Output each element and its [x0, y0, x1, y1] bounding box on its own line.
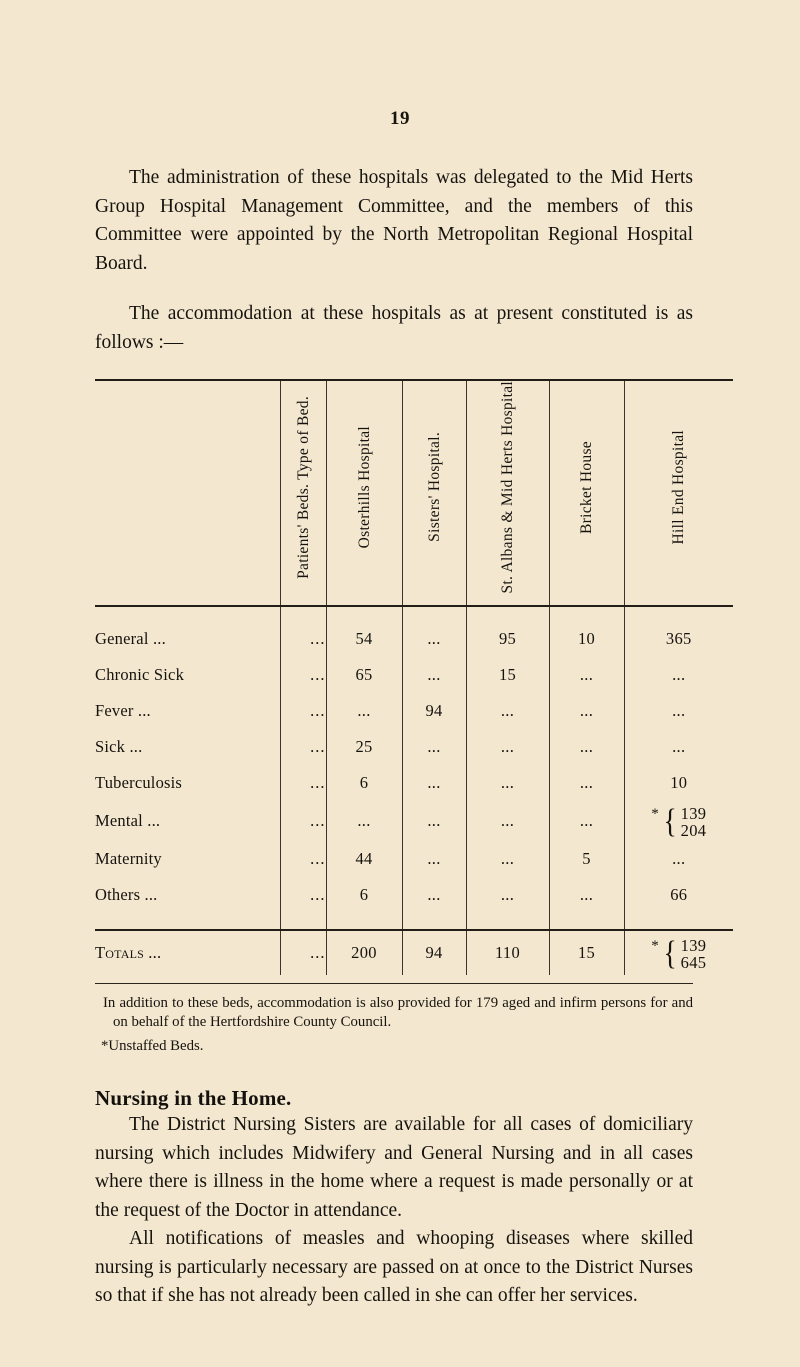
- row-label: General ...: [95, 628, 166, 648]
- cell-sisters: ...: [402, 729, 466, 765]
- column-header-sisters: [402, 380, 466, 602]
- column-header-osterhills-label: Osterhills Hospital: [355, 426, 373, 549]
- spacer-cell: [549, 606, 624, 621]
- spacer-cell: [95, 606, 280, 621]
- column-header-type-of-bed: [280, 380, 326, 602]
- cell-hill-end-braced: [624, 801, 733, 841]
- spacer-cell: [624, 913, 733, 927]
- cell-osterhills: 54: [326, 621, 402, 657]
- row-label: Maternity: [95, 848, 162, 868]
- cell-bricket-house: ...: [549, 693, 624, 729]
- table-row: [95, 693, 733, 729]
- column-header-osterhills: [326, 380, 402, 602]
- row-leader-dots: ...: [280, 621, 326, 657]
- row-label: Mental ...: [95, 810, 161, 830]
- cell-osterhills: 6: [326, 765, 402, 801]
- spacer-cell: [326, 913, 402, 927]
- cell-st-albans: ...: [466, 729, 549, 765]
- totals-cell-sisters: 94: [402, 930, 466, 975]
- spacer-cell: [466, 913, 549, 927]
- table-row: [95, 729, 733, 765]
- cell-sisters: 94: [402, 693, 466, 729]
- braced-value-top: 139: [680, 803, 707, 823]
- braced-value-bottom: 645: [680, 952, 707, 972]
- column-header-type-of-bed-label: Patients' Beds. Type of Bed.: [294, 395, 312, 579]
- note-additional-accommodation: In addition to these beds, accommodation is also provided for 179 aged and infirm persons for and on behalf of the Hertfordshire County Council.: [103, 994, 693, 1031]
- spacer-cell: [466, 606, 549, 621]
- cell-osterhills: ...: [326, 693, 402, 729]
- cell-osterhills: 6: [326, 877, 402, 913]
- cell-st-albans: ...: [466, 841, 549, 877]
- spacer-cell: [280, 913, 326, 927]
- cell-st-albans: ...: [466, 801, 549, 841]
- note-unstaffed-beds: *Unstaffed Beds.: [101, 1037, 204, 1054]
- row-leader-dots: ...: [280, 693, 326, 729]
- cell-hill-end: 365: [624, 621, 733, 657]
- cell-bricket-house: ...: [549, 729, 624, 765]
- table-row: [95, 841, 733, 877]
- paragraph-notifications: All notifications of measles and whooping diseases where skilled nursing is particularly necessary are passed on at once to the District Nurses so that if she has not already been called in she can offer her services.: [95, 1228, 693, 1307]
- totals-label: Totals ...: [95, 942, 162, 962]
- column-header-sisters-label: Sisters' Hospital.: [425, 432, 443, 543]
- page-number: 19: [390, 108, 410, 129]
- paragraph-district-nursing: The District Nursing Sisters are available for all cases of domiciliary nursing which includes Midwifery and General Nursing and in all cases where there is illness in the home where a request is made personally or at the request of the Doctor in attendance.: [95, 1114, 693, 1221]
- cell-sisters: ...: [402, 877, 466, 913]
- braced-value-bottom: 204: [680, 820, 707, 840]
- row-label: Others ...: [95, 884, 158, 904]
- brace-icon: {: [663, 934, 677, 972]
- cell-hill-end: ...: [624, 841, 733, 877]
- table-bottom-rule: [95, 983, 693, 984]
- paragraph-accommodation-lead: The accommodation at these hospitals as at present constituted is as follows :—: [95, 303, 693, 353]
- cell-bricket-house: 10: [549, 621, 624, 657]
- table-row: [95, 801, 733, 841]
- hospital-beds-table-wrapper: [95, 379, 707, 975]
- totals-cell-osterhills: 200: [326, 930, 402, 975]
- spacer-cell: [95, 913, 280, 927]
- cell-st-albans: ...: [466, 877, 549, 913]
- column-header-hill-end-label: Hill End Hospital: [670, 430, 688, 545]
- cell-bricket-house: ...: [549, 877, 624, 913]
- cell-hill-end: ...: [624, 693, 733, 729]
- row-label: Tuberculosis: [95, 772, 183, 792]
- unstaffed-asterisk: *: [651, 805, 660, 822]
- table-totals-row: [95, 930, 733, 975]
- row-label: Fever ...: [95, 700, 151, 720]
- row-leader-dots: ...: [280, 801, 326, 841]
- cell-osterhills: 44: [326, 841, 402, 877]
- braced-numbers: [681, 937, 707, 971]
- column-header-st-albans-label: St. Albans & Mid Herts Hospital: [499, 381, 516, 594]
- table-row: [95, 877, 733, 913]
- cell-hill-end: 10: [624, 765, 733, 801]
- totals-cell-hill-end-braced: [624, 930, 733, 975]
- spacer-cell: [402, 913, 466, 927]
- row-label: Sick ...: [95, 736, 143, 756]
- cell-osterhills: 25: [326, 729, 402, 765]
- cell-st-albans: 95: [466, 621, 549, 657]
- cell-bricket-house: ...: [549, 765, 624, 801]
- column-header-st-albans: [466, 380, 549, 602]
- table-row: [95, 765, 733, 801]
- spacer-cell: [402, 606, 466, 621]
- spacer-cell: [549, 913, 624, 927]
- column-header-bricket-house: [549, 380, 624, 602]
- cell-st-albans: 15: [466, 657, 549, 693]
- cell-sisters: ...: [402, 765, 466, 801]
- braced-numbers: [681, 805, 707, 839]
- cell-osterhills: 65: [326, 657, 402, 693]
- cell-st-albans: ...: [466, 693, 549, 729]
- column-header-bricket-house-label: Bricket House: [578, 440, 595, 534]
- row-leader-dots: ...: [280, 765, 326, 801]
- cell-sisters: ...: [402, 621, 466, 657]
- section-heading-nursing-in-the-home: Nursing in the Home.: [95, 1086, 292, 1111]
- cell-hill-end: 66: [624, 877, 733, 913]
- braced-value-group: [651, 934, 707, 972]
- row-leader-dots: ...: [280, 657, 326, 693]
- braced-value-group: [651, 802, 707, 840]
- hospital-beds-table: [95, 379, 733, 975]
- table-row: [95, 657, 733, 693]
- nursing-text-block: [95, 1111, 693, 1311]
- cell-sisters: ...: [402, 841, 466, 877]
- totals-cell-st-albans: 110: [466, 930, 549, 975]
- paragraph-administration: The administration of these hospitals was delegated to the Mid Herts Group Hospital Management Committee, and the members of this Committee were appointed by the North Metropolitan Regional Hospital Board.: [95, 167, 693, 274]
- cell-sisters: ...: [402, 801, 466, 841]
- row-leader-dots: ...: [280, 877, 326, 913]
- cell-hill-end: ...: [624, 729, 733, 765]
- row-label: Chronic Sick: [95, 664, 185, 684]
- table-row: [95, 621, 733, 657]
- cell-sisters: ...: [402, 657, 466, 693]
- table-header-spacer: [95, 606, 733, 621]
- cell-bricket-house: ...: [549, 657, 624, 693]
- totals-leader-dots: ...: [280, 930, 326, 975]
- cell-bricket-house: ...: [549, 801, 624, 841]
- table-notes: [95, 994, 693, 1057]
- column-header-hill-end: [624, 380, 733, 602]
- spacer-cell: [326, 606, 402, 621]
- cell-st-albans: ...: [466, 765, 549, 801]
- column-header-type-of-bed-spacer: [95, 380, 280, 602]
- braced-value-top: 139: [680, 935, 707, 955]
- cell-osterhills: ...: [326, 801, 402, 841]
- table-pre-totals-spacer: [95, 913, 733, 927]
- cell-bricket-house: 5: [549, 841, 624, 877]
- row-leader-dots: ...: [280, 729, 326, 765]
- spacer-cell: [280, 606, 326, 621]
- row-leader-dots: ...: [280, 841, 326, 877]
- spacer-cell: [624, 606, 733, 621]
- table-header-row: [95, 380, 733, 602]
- totals-cell-bricket-house: 15: [549, 930, 624, 975]
- cell-hill-end: ...: [624, 657, 733, 693]
- intro-text-block: [95, 164, 693, 357]
- brace-icon: {: [663, 802, 677, 840]
- unstaffed-asterisk: *: [651, 937, 660, 954]
